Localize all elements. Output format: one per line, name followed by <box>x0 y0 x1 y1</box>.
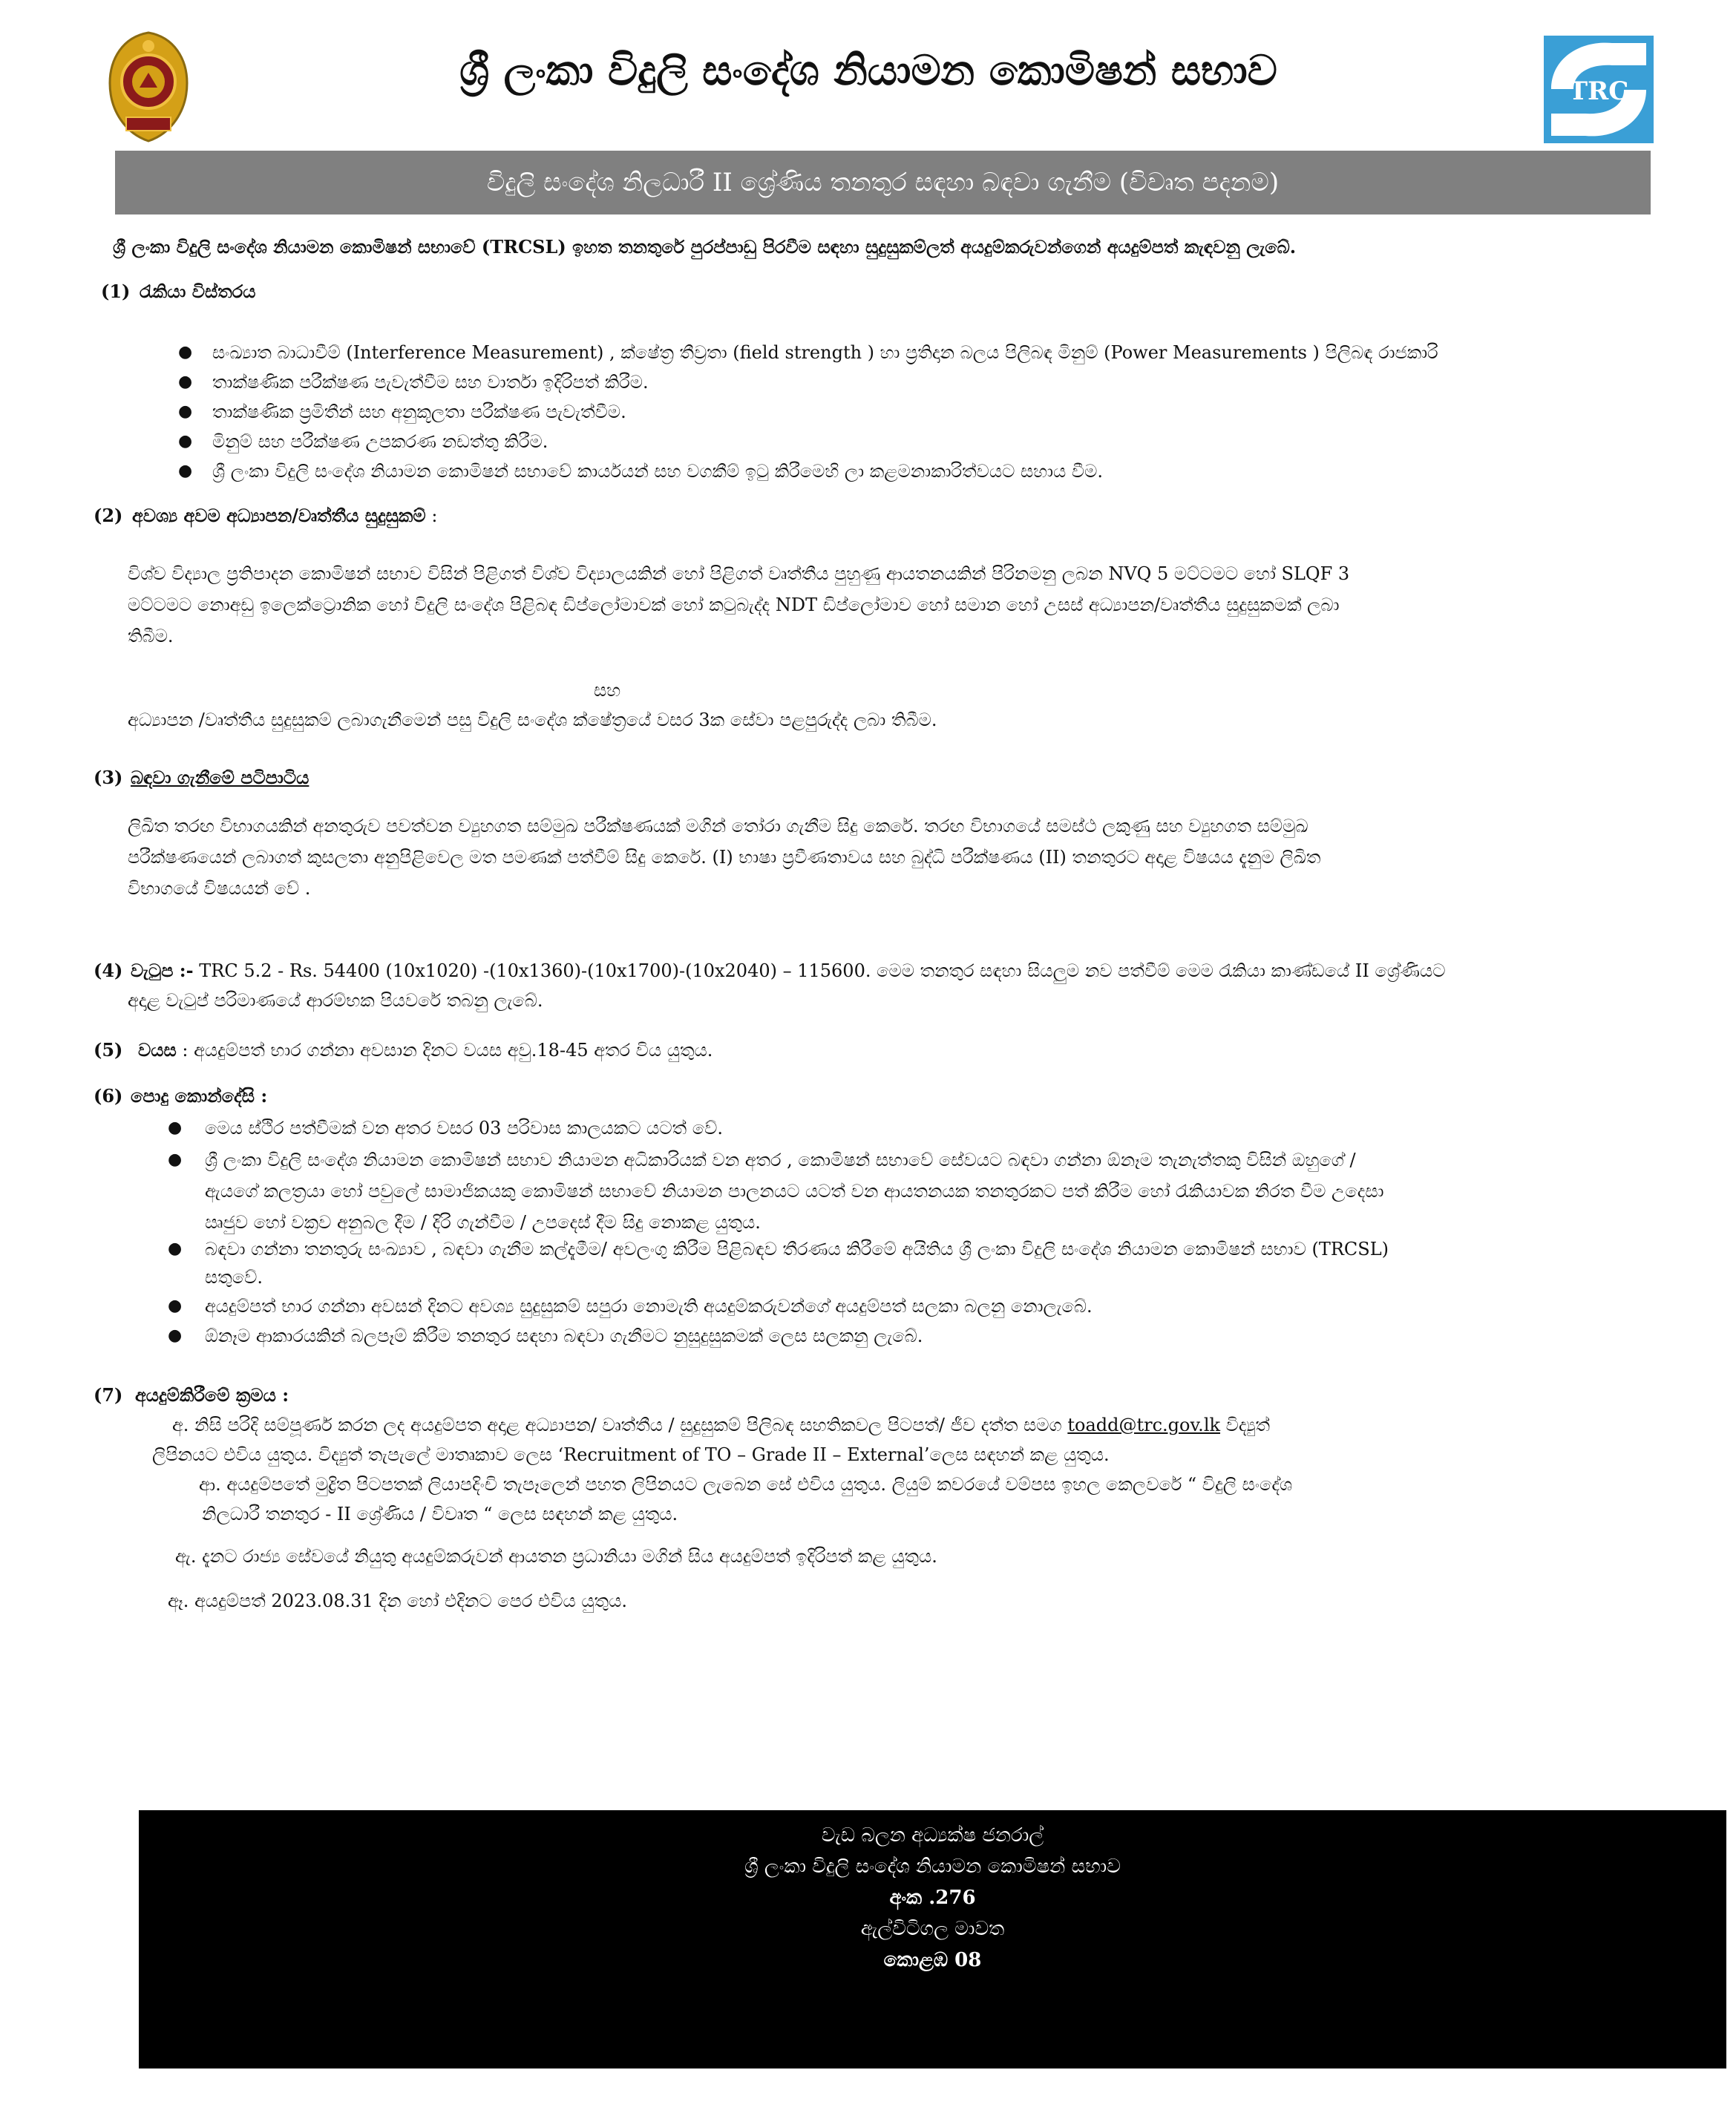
s2-para-line: මට්ටමට නොඅඩු ඉලෙක්ට්‍රොනික හෝ විදුලි සංදේශ පිළිබඳ ඩිප්ලෝමාවක් හෝ කටුබැද්ද NDT ඩිප්ලෝමාව හෝ සමාන හෝ උසස් අධ්‍යාපන/වෘත්තීය සුදුසුකමක් ලබා <box>128 594 1340 615</box>
title-band <box>115 151 1651 214</box>
footer-line: ඇල්විටිගල මාවත <box>860 1918 1005 1940</box>
section-4-line <box>131 960 1445 982</box>
section-1-number: (1) <box>101 281 131 302</box>
section-1-heading: රැකියා විස්තරය <box>140 281 256 302</box>
bullet-icon: ● <box>178 462 193 480</box>
s3-para-line: විභාගයේ විෂයයන් වේ . <box>128 878 311 899</box>
s7-c-line: ඇ. දැනට රාජ්‍ය සේවයේ නියුතු අයදුම්කරුවන් ආයතන ප්‍රධානියා මගින් සිය අයදුම්පත් ඉදිරිපත් කළ යුතුය. <box>175 1546 937 1567</box>
bullet-icon: ● <box>168 1150 183 1169</box>
s3-para-line: ලිඛිත තරඟ විභාගයකින් අනතුරුව පවත්වන ව්‍යුහගත සම්මුඛ පරීක්ෂණයක් මගින් තෝරා ගැනීම සිදු කෙරේ. තරඟ විභාගයේ සමස්ථ ලකුණු සහ ව්‍යුහගත සම්මුඛ <box>128 816 1308 836</box>
footer-address-block <box>139 1810 1726 2068</box>
s2-and: සහ <box>594 680 621 701</box>
section-5-number: (5) <box>94 1039 123 1061</box>
salary-note: අදාළ වැටුප් පරිමාණයේ ආරම්භක පියවරේ තබනු ලැබේ. <box>128 990 543 1011</box>
sri-lanka-emblem <box>104 30 193 145</box>
s6-item: අයදුම්පත් භාර ගන්නා අවසන් දිනට අවශ්‍ය සුදුසුකම් සපුරා නොමැති අයදුම්කරුවන්ගේ අයදුම්පත් සලකා බලනු නොලැබේ. <box>205 1296 1093 1317</box>
section-2-heading-suffix: : <box>425 505 438 526</box>
section-5-line <box>138 1039 713 1061</box>
bullet-icon: ● <box>168 1326 183 1345</box>
s1-item: තාක්ෂණික ප්‍රමිතීන් සහ අනුකූලතා පරීක්ෂණ පැවැත්වීම. <box>212 402 626 422</box>
s7-a-line <box>172 1414 1270 1436</box>
bullet-icon: ● <box>168 1118 183 1137</box>
s7-a-line2: ලිපිනයට එවිය යුතුය. විද්‍යුත් තැපැලේ මාතෘකාව ලෙස ‘Recruitment of TO – Grade II – External’ලෙස සඳහන් කළ යුතුය. <box>152 1444 1110 1465</box>
bullet-icon: ● <box>168 1239 183 1258</box>
s6-item-cont: ඇයගේ කලත්‍රයා හෝ පවුලේ සාමාජිකයකු කොමිෂන් සභාවේ නියාමන පාලනයට යටත් වන ආයතනයක තනතුරකට පත් කිරීම හෝ රැකියාවක නිරත වීම උදෙසා <box>205 1181 1384 1202</box>
s1-item: මිනුම් සහ පරීක්ෂණ උපකරණ නඩත්තු කිරීම. <box>212 431 548 452</box>
s2-para-line: තිබීම. <box>128 626 174 646</box>
section-3-heading: බඳවා ගැනීමේ පටිපාටිය <box>131 767 309 788</box>
s6-item: ඕනෑම ආකාරයකින් බලපෑම් කිරීම තනතුර සඳහා බඳවා ගැනීමට නුසුදුසුකමක් ලෙස සලකනු ලැබේ. <box>205 1326 923 1346</box>
s6-item: ශ්‍රී ලංකා විදුලි සංදේශ නියාමන කොමිෂන් සභාව නියාමන අධිකාරියක් වන අතර , කොමිෂන් සභාවේ සේවයට බඳවා ගන්නා ඕනෑම තැනැත්තකු විසින් ඔහුගේ / <box>205 1150 1356 1170</box>
s2-para-line: විශ්ව විද්‍යාල ප්‍රතිපාදන කොමිෂන් සභාව විසින් පිළිගත් විශ්ව විද්‍යාලයකින් හෝ පිළිගත් වෘත්තීය පුහුණු ආයතනයකින් පිරිනමනු ලබන NVQ 5 මට්ටමට හෝ SLQF 3 <box>128 563 1350 584</box>
section-3-number: (3) <box>94 767 123 788</box>
section-2-heading-line <box>132 505 437 527</box>
svg-text:TRC: TRC <box>1568 76 1629 106</box>
email-link[interactable]: toadd@trc.gov.lk <box>1067 1415 1221 1435</box>
section-4-number: (4) <box>94 960 123 981</box>
salary-scale: TRC 5.2 - Rs. 54400 (10x1020) -(10x1360)-(10x1700)-(10x2040) – 115600. මෙම තනතුර සඳහා සියලුම නව පත්වීම් මෙම රැකියා කාණ්ඩයේ II ශ්‍රේණියට <box>193 960 1446 981</box>
footer-line: අංක .276 <box>889 1887 976 1909</box>
s7-d-line: ඈ. අයදුම්පත් 2023.08.31 දින හෝ එදිනට පෙර එවිය යුතුය. <box>168 1591 627 1611</box>
section-2-number: (2) <box>94 505 123 526</box>
bullet-icon: ● <box>178 432 193 451</box>
section-4-heading: වැටුප :- <box>131 960 194 981</box>
subtitle: විදුලි සංදේශ නිලධාරී II ශ්‍රේණිය තනතුර සඳහා බඳවා ගැනීම (විවෘත පදනම) <box>486 168 1280 197</box>
s7-a-text: අ. නිසි පරිදි සම්පූර්ණ කරන ලද අයදුම්පත අදාළ අධ්‍යාපන/ වෘත්තීය / සුදුසුකම් පිලිබඳ සහතිකවල පිටපත්/ ජීව දත්ත සමග <box>172 1415 1068 1435</box>
s3-para-line: පරීක්ෂණයෙන් ලබාගත් කුසලතා අනුපිළිවෙල මත පමණක් පත්වීම් සිදු කෙරේ. (I) භාෂා ප්‍රවීණතාවය සහ බුද්ධි පරීක්ෂණය (II) තනතුරට අදාළ විෂයය දැනුම ලිඛිත <box>128 847 1321 868</box>
section-7-number: (7) <box>94 1384 123 1406</box>
footer-line: ශ්‍රී ලංකා විදුලි සංදේශ නියාමන කොමිෂන් සභාව <box>744 1855 1121 1878</box>
trc-logo <box>1544 36 1654 143</box>
intro-text: ශ්‍රී ලංකා විදුලි සංදේශ නියාමන කොමිෂන් සභාවේ (TRCSL) ඉහත තනතුරේ පුරප්පාඩු පිරවීම සඳහා සුදුසුකම්ලත් අයදුම්කරුවන්ගෙන් අයදුම්පත් කැඳවනු ලැබේ. <box>113 236 1297 258</box>
bullet-icon: ● <box>168 1297 183 1315</box>
section-6-number: (6) <box>94 1085 123 1107</box>
footer-line: කොළඹ 08 <box>883 1949 982 1971</box>
bullet-icon: ● <box>178 373 193 391</box>
s6-item-cont: ඍජුව හෝ වක්‍රව අනුබල දීම / දිරි ගැන්වීම / උපදෙස් දීම සිදු නොකළ යුතුය. <box>205 1212 761 1233</box>
s6-item: මෙය ස්ථිර පත්වීමක් වන අතර වසර 03 පරිවාස කාලයකට යටත් වේ. <box>205 1118 724 1139</box>
bullet-icon: ● <box>178 402 193 421</box>
s6-item: බඳවා ගන්නා තනතුරු සංඛ්‍යාව , බඳවා ගැනීම කල්දැමීම/ අවලංගු කිරීම පිළිබඳව තීරණය කිරීමේ අයිතිය ශ්‍රී ලංකා විදුලි සංදේශ නියාමන කොමිෂන් සභාව (TRCSL) <box>205 1239 1389 1260</box>
section-6-heading: පොදු කොන්දේසි : <box>131 1085 268 1107</box>
s7-b-line2: නිලධාරී තනතුර - II ශ්‍රේණිය / විවෘත “ ලෙස සඳහන් කළ යුතුය. <box>202 1504 678 1524</box>
s7-a-suffix: විද්‍යුත් <box>1220 1415 1270 1435</box>
s6-item-cont: සතුවේ. <box>205 1267 263 1288</box>
footer-line: වැඩ බලන අධ්‍යක්ෂ ජනරාල් <box>821 1824 1044 1847</box>
s1-item: ශ්‍රී ලංකා විදුලි සංදේශ නියාමන කොමිෂන් සභාවේ කාර්යයන් සහ වගකීම් ඉටු කිරීමෙහි ලා කළමනාකාරිත්වයට සහාය වීම. <box>212 461 1104 482</box>
s1-item: තාක්ෂණික පරීක්ෂණ පැවැත්වීම සහ වාර්තා ඉදිරිපත් කිරීම. <box>212 372 649 393</box>
s2-experience: අධ්‍යාපන /වෘත්තීය සුදුසුකම් ලබාගැනීමෙන් පසු විදුලි සංදේශ ක්ෂේත්‍රයේ වසර 3ක සේවා පළපුරුද්ද ලබා තිබීම. <box>128 710 937 730</box>
section-7-heading: අයදුම්කිරීමේ ක්‍රමය : <box>135 1384 289 1406</box>
age-requirement: : අයදුම්පත් භාර ගන්නා අවසාන දිනට වයස අවු.18-45 අතර විය යුතුය. <box>176 1040 713 1061</box>
section-2-heading: අවශ්‍ය අවම අධ්‍යාපන/වෘත්තීය සුදුසුකම් <box>132 505 426 526</box>
section-5-heading: වයස <box>138 1039 177 1061</box>
s1-item: සංඛ්‍යාත බාධාවීම් (Interference Measurement) , ක්ෂේත්‍ර තීව්‍රතා (field strength ) හා ප්‍රතිදාන බලය පිලිබඳ මිනුම් (Power Measurements ) පිලිබඳ රාජකාරි <box>212 342 1438 363</box>
bullet-icon: ● <box>178 343 193 361</box>
page-title: ශ්‍රී ලංකා විදුලි සංදේශ නියාමන කොමිෂන් සභාව <box>459 46 1277 95</box>
s7-b-line: ආ. අයදුම්පතේ මුද්‍රිත පිටපතක් ලියාපදිංචි තැපෑලෙන් පහත ලිපිනයට ලැබෙන සේ එවිය යුතුය. ලියුම් කවරයේ වම්පස ඉහල කෙලවරේ “ විදුලි සංදේශ <box>199 1474 1293 1495</box>
